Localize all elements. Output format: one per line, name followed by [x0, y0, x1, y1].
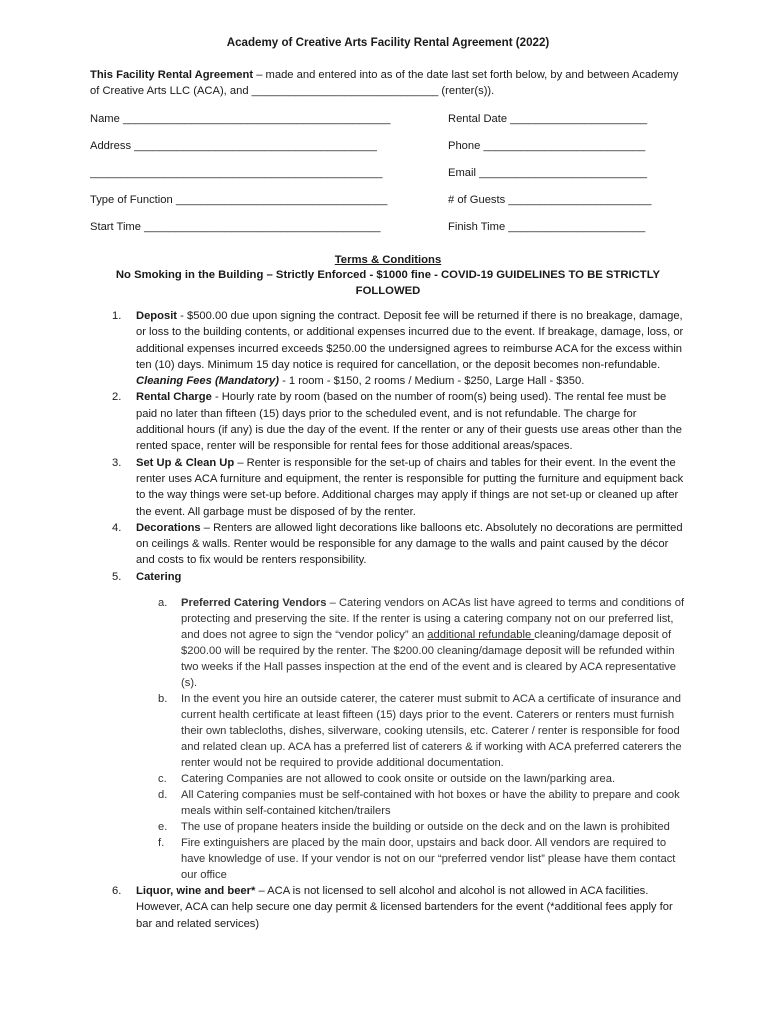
sub-item-letter: c.	[158, 773, 167, 786]
cleaning-fees-text: - 1 room - $150, 2 rooms / Medium - $250, Large Hall - $350.	[278, 375, 585, 388]
guests-field[interactable]: # of Guests _______________________	[448, 194, 652, 206]
item-title: Deposit	[136, 310, 178, 322]
sub-item-letter: a.	[158, 597, 168, 610]
cleaning-fees-title: Cleaning Fees (Mandatory)	[136, 375, 279, 388]
list-item	[90, 569, 686, 883]
type-of-function-field[interactable]: Type of Function __________________________________	[90, 194, 388, 206]
sub-list-item	[136, 771, 686, 787]
list-item	[90, 520, 686, 569]
list-item	[90, 455, 686, 520]
sub-list-item	[136, 819, 686, 835]
item-number: 2.	[112, 391, 122, 404]
item-title: Set Up & Clean Up	[136, 456, 235, 469]
terms-subheading: No Smoking in the Building – Strictly Enforced - $1000 fine - COVID-19 GUIDELINES TO BE STRICTLY FOLLOWED	[115, 269, 661, 297]
form-fields	[90, 111, 686, 246]
item-text: – ACA is not licensed to sell alcohol and alcohol is not allowed in ACA facilities. However, ACA can help secure one day permit & licensed bartenders for the event (*additional fees apply for bar and related services)	[136, 885, 673, 930]
field-row	[90, 111, 686, 138]
sub-list-item	[136, 595, 686, 691]
field-row	[90, 138, 686, 165]
email-field[interactable]: Email ___________________________	[448, 167, 648, 179]
sub-item-title: Preferred Catering Vendors	[181, 597, 327, 610]
address-field[interactable]: Address _______________________________________	[90, 140, 377, 152]
list-item	[90, 883, 686, 932]
field-row	[90, 165, 686, 192]
sub-list-item	[136, 691, 686, 771]
sub-item-underline: additional refundable	[427, 629, 535, 642]
start-time-field[interactable]: Start Time ______________________________________	[90, 221, 381, 233]
sub-item-letter: f.	[158, 837, 165, 850]
item-title: Catering	[136, 570, 182, 583]
sub-item-letter: b.	[158, 693, 168, 706]
list-item	[90, 308, 686, 389]
item-title: Rental Charge	[136, 391, 212, 404]
list-item	[90, 389, 686, 454]
sub-list-item	[136, 835, 686, 883]
terms-list	[90, 308, 686, 932]
intro-bold: This Facility Rental Agreement	[90, 69, 254, 81]
item-number: 3.	[112, 456, 122, 469]
name-field[interactable]: Name ___________________________________________	[90, 113, 391, 125]
sub-list-item	[136, 787, 686, 819]
item-number: 5.	[112, 570, 122, 583]
item-title: Decorations	[136, 521, 201, 534]
rental-date-field[interactable]: Rental Date ______________________	[448, 113, 648, 125]
sub-item-text: All Catering companies must be self-contained with hot boxes or have the ability to prepare and cook meals within self-contained kitchen/trailers	[181, 789, 680, 818]
finish-time-field[interactable]: Finish Time ______________________	[448, 221, 646, 233]
sub-item-text: Fire extinguishers are placed by the main door, upstairs and back door. All vendors are required to have knowledge of use. If your vendor is not on our “preferred vendor list” please have them contact our office	[181, 837, 676, 882]
item-number: 4.	[112, 521, 122, 534]
intro-paragraph	[90, 67, 686, 99]
item-text: - Hourly rate by room (based on the number of room(s) being used). The rental fee must be paid no later than fifteen (15) days prior to the scheduled event, and is not refundable. The charge for additional hours (if any) is due the day of the event. If the renter or any of their guests use areas other than the rented space, renter will be responsible for rental fees for those additional areas/spaces.	[136, 391, 683, 453]
sub-item-text: cleaning/damage deposit of $200.00 will be required by the renter. The $200.00 cleaning/damage deposit will be refunded within two weeks if the Hall passes inspection at the end of the event and is cleared by ACA representative (s).	[181, 629, 677, 690]
address-line2-field[interactable]: _______________________________________________	[90, 167, 383, 179]
document-title: Academy of Creative Arts Facility Rental Agreement (2022)	[226, 36, 550, 49]
catering-sublist	[136, 595, 686, 883]
item-text: – Renter is responsible for the set-up of chairs and tables for their event. In the event the renter uses ACA furniture and equipment, the renter is responsible for putting the furniture and equipment back to the way things were set-up before. Additional charges may apply if things are not set-up or cleaned up after the event. All garbage must be disposed of by the renter.	[136, 456, 684, 518]
item-number: 6.	[112, 885, 122, 898]
item-text: – Renters are allowed light decorations like balloons etc. Absolutely no decorations are permitted on ceilings & walls. Renter would be responsible for any damage to the walls and paint caused by the décor and costs to fix would be renters responsibility.	[136, 521, 683, 567]
sub-item-letter: e.	[158, 821, 168, 834]
sub-item-text: In the event you hire an outside caterer, the caterer must submit to ACA a certificate of insurance and current health certificate at least fifteen (15) days prior to the event. Caterers or renters must furnish their own tablecloths, dishes, silverware, cooking utensils, etc. Caterer / renter is responsible for food and related clean up. ACA has a preferred list of caterers & if working with ACA preferred caterers the renter would not be required to provide additional documentation.	[181, 693, 682, 770]
sub-item-text: – Catering vendors on ACAs list have agreed to terms and conditions of protecting and preserving the site. If the renter is using a catering company not on our preferred list, and does not agree to sign the “vendor policy” an	[181, 597, 685, 642]
field-row	[90, 192, 686, 219]
sub-item-text: Catering Companies are not allowed to cook onsite or outside on the lawn/parking area.	[181, 773, 616, 786]
sub-item-text: The use of propane heaters inside the building or outside on the deck and on the lawn is prohibited	[181, 821, 670, 834]
intro-text: – made and entered into as of the date last set forth below, by and between Academy of Creative Arts LLC (ACA), and ______________________________ (renter(s)).	[90, 69, 679, 97]
terms-heading: Terms & Conditions	[334, 254, 442, 266]
item-text: - $500.00 due upon signing the contract. Deposit fee will be returned if there is no breakage, damage, or loss to the building contents, or additional expenses incurred due to the event. If breakage, damage, loss, or additional expenses incurred exceeds $250.00 the undersigned agrees to reimburse ACA for the excess within ten (10) days. Minimum 15 day notice is required for cancellation, or the deposit becomes non-refundable.	[136, 310, 684, 371]
sub-item-letter: d.	[158, 789, 168, 802]
phone-field[interactable]: Phone __________________________	[448, 140, 646, 152]
item-title: Liquor, wine and beer*	[136, 885, 256, 898]
item-number: 1.	[112, 310, 122, 322]
field-row	[90, 219, 686, 246]
